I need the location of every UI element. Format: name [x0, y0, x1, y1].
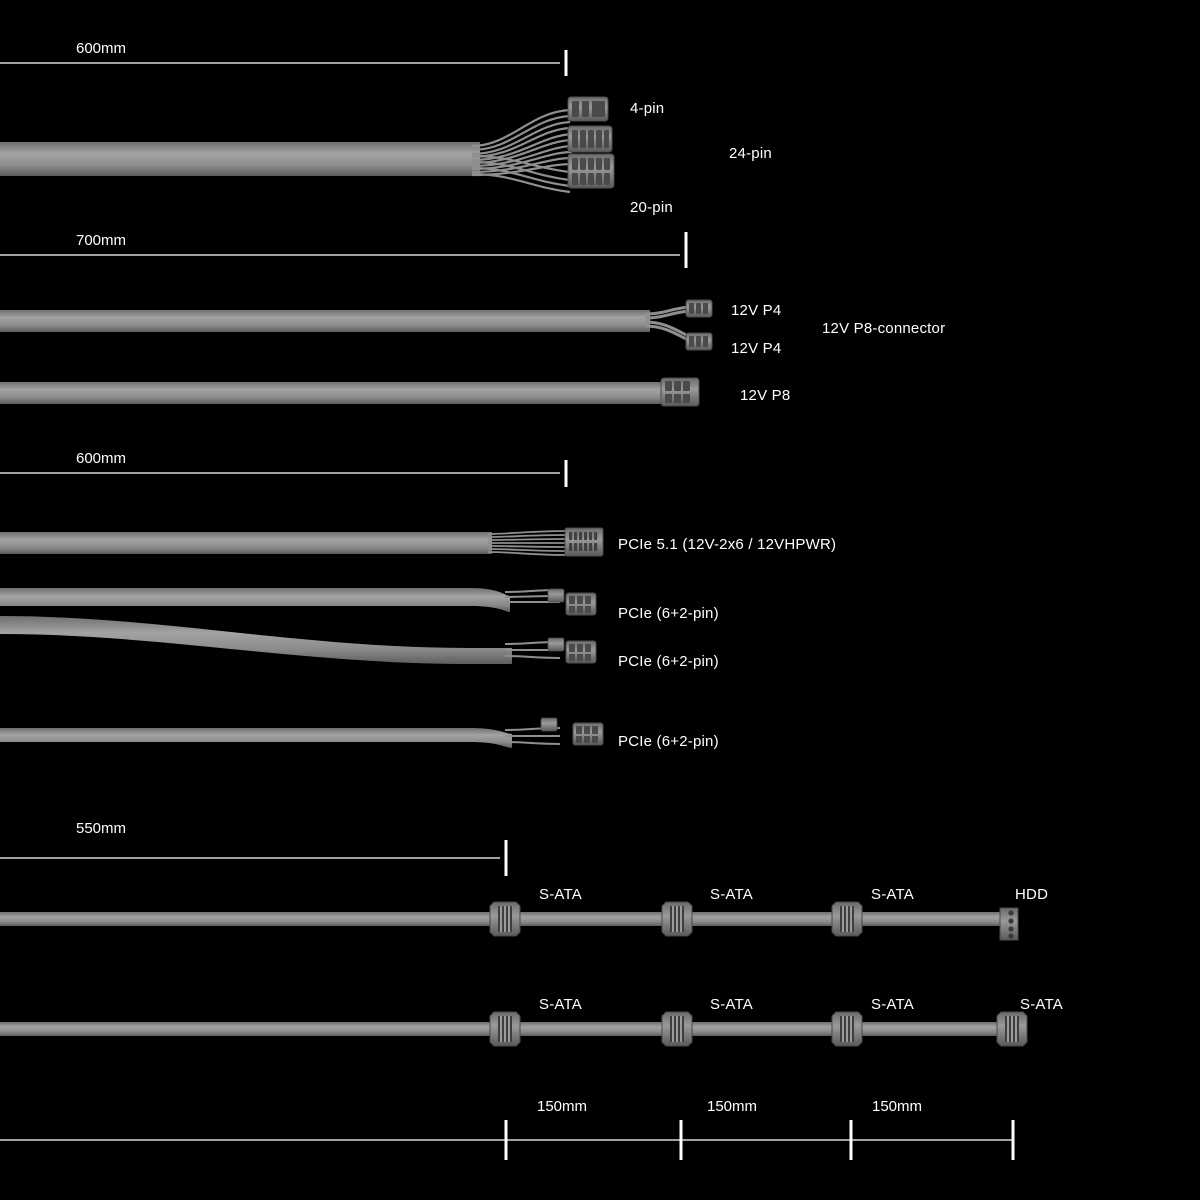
connector-sata-1a [490, 902, 520, 936]
connector-label-sata-2c: S-ATA [871, 996, 914, 1013]
connector-12vhpwr [565, 528, 603, 556]
connector-label-20-pin: 20-pin [630, 199, 673, 216]
dimension-label-150-c: 150mm [872, 1098, 923, 1115]
dimension-label-150-b: 150mm [707, 1098, 758, 1115]
connector-sata-2a [490, 1012, 520, 1046]
dimension-label-600-pcie: 600mm [76, 450, 127, 467]
connector-sata-1b [662, 902, 692, 936]
connector-4-pin [568, 97, 608, 121]
connector-label-pcie-62pin-3: PCIe (6+2-pin) [618, 733, 719, 750]
dimension-label-550-sata: 550mm [76, 820, 127, 837]
connector-label-12v-p8-connector: 12V P8-connector [822, 320, 946, 337]
connector-hdd-molex [1000, 908, 1018, 940]
dimension-line-150-group [0, 1120, 1013, 1160]
connector-label-sata-1b: S-ATA [710, 886, 753, 903]
dimension-label-150-a: 150mm [537, 1098, 588, 1115]
connector-sata-1c [832, 902, 862, 936]
connector-pcie-62pin-2 [548, 638, 596, 663]
connector-label-sata-1c: S-ATA [871, 886, 914, 903]
connector-label-4-pin: 4-pin [630, 100, 665, 117]
connector-label-sata-1a: S-ATA [539, 886, 582, 903]
eps-p8-cable [0, 378, 699, 406]
connector-12v-p8 [661, 378, 699, 406]
atx-24pin-cable [0, 97, 614, 192]
connector-label-pcie-62pin-1: PCIe (6+2-pin) [618, 605, 719, 622]
connector-label-12v-p4-bottom: 12V P4 [731, 340, 782, 357]
eps-p4-cable [0, 300, 712, 350]
sata-chain-2 [0, 1012, 1027, 1046]
connector-label-pcie-51: PCIe 5.1 (12V-2x6 / 12VHPWR) [618, 536, 837, 553]
connector-label-12v-p8: 12V P8 [740, 387, 791, 404]
connector-label-sata-2d: S-ATA [1020, 996, 1063, 1013]
dimension-label-600-atx: 600mm [76, 40, 127, 57]
connector-sata-2d [997, 1012, 1027, 1046]
connector-pcie-62pin-1 [548, 589, 596, 615]
pcie-dual-62pin-cable [0, 588, 596, 664]
connector-12v-p4-bottom [686, 333, 712, 350]
connector-label-pcie-62pin-2: PCIe (6+2-pin) [618, 653, 719, 670]
connector-label-hdd: HDD [1015, 886, 1049, 903]
connector-label-12v-p4-top: 12V P4 [731, 302, 782, 319]
connector-label-sata-2b: S-ATA [710, 996, 753, 1013]
dimension-line-550-sata [0, 840, 506, 876]
connector-sata-2c [832, 1012, 862, 1046]
connector-sata-2b [662, 1012, 692, 1046]
connector-24-pin [568, 126, 614, 188]
connector-label-sata-2a: S-ATA [539, 996, 582, 1013]
dimension-label-700-eps: 700mm [76, 232, 127, 249]
connector-pcie-62pin-3 [541, 718, 603, 745]
pcie-single-62pin-cable [0, 718, 603, 748]
sata-chain-1 [0, 902, 1018, 940]
pcie-51-cable [0, 528, 603, 556]
connector-12v-p4-top [686, 300, 712, 317]
connector-label-24-pin: 24-pin [729, 145, 772, 162]
